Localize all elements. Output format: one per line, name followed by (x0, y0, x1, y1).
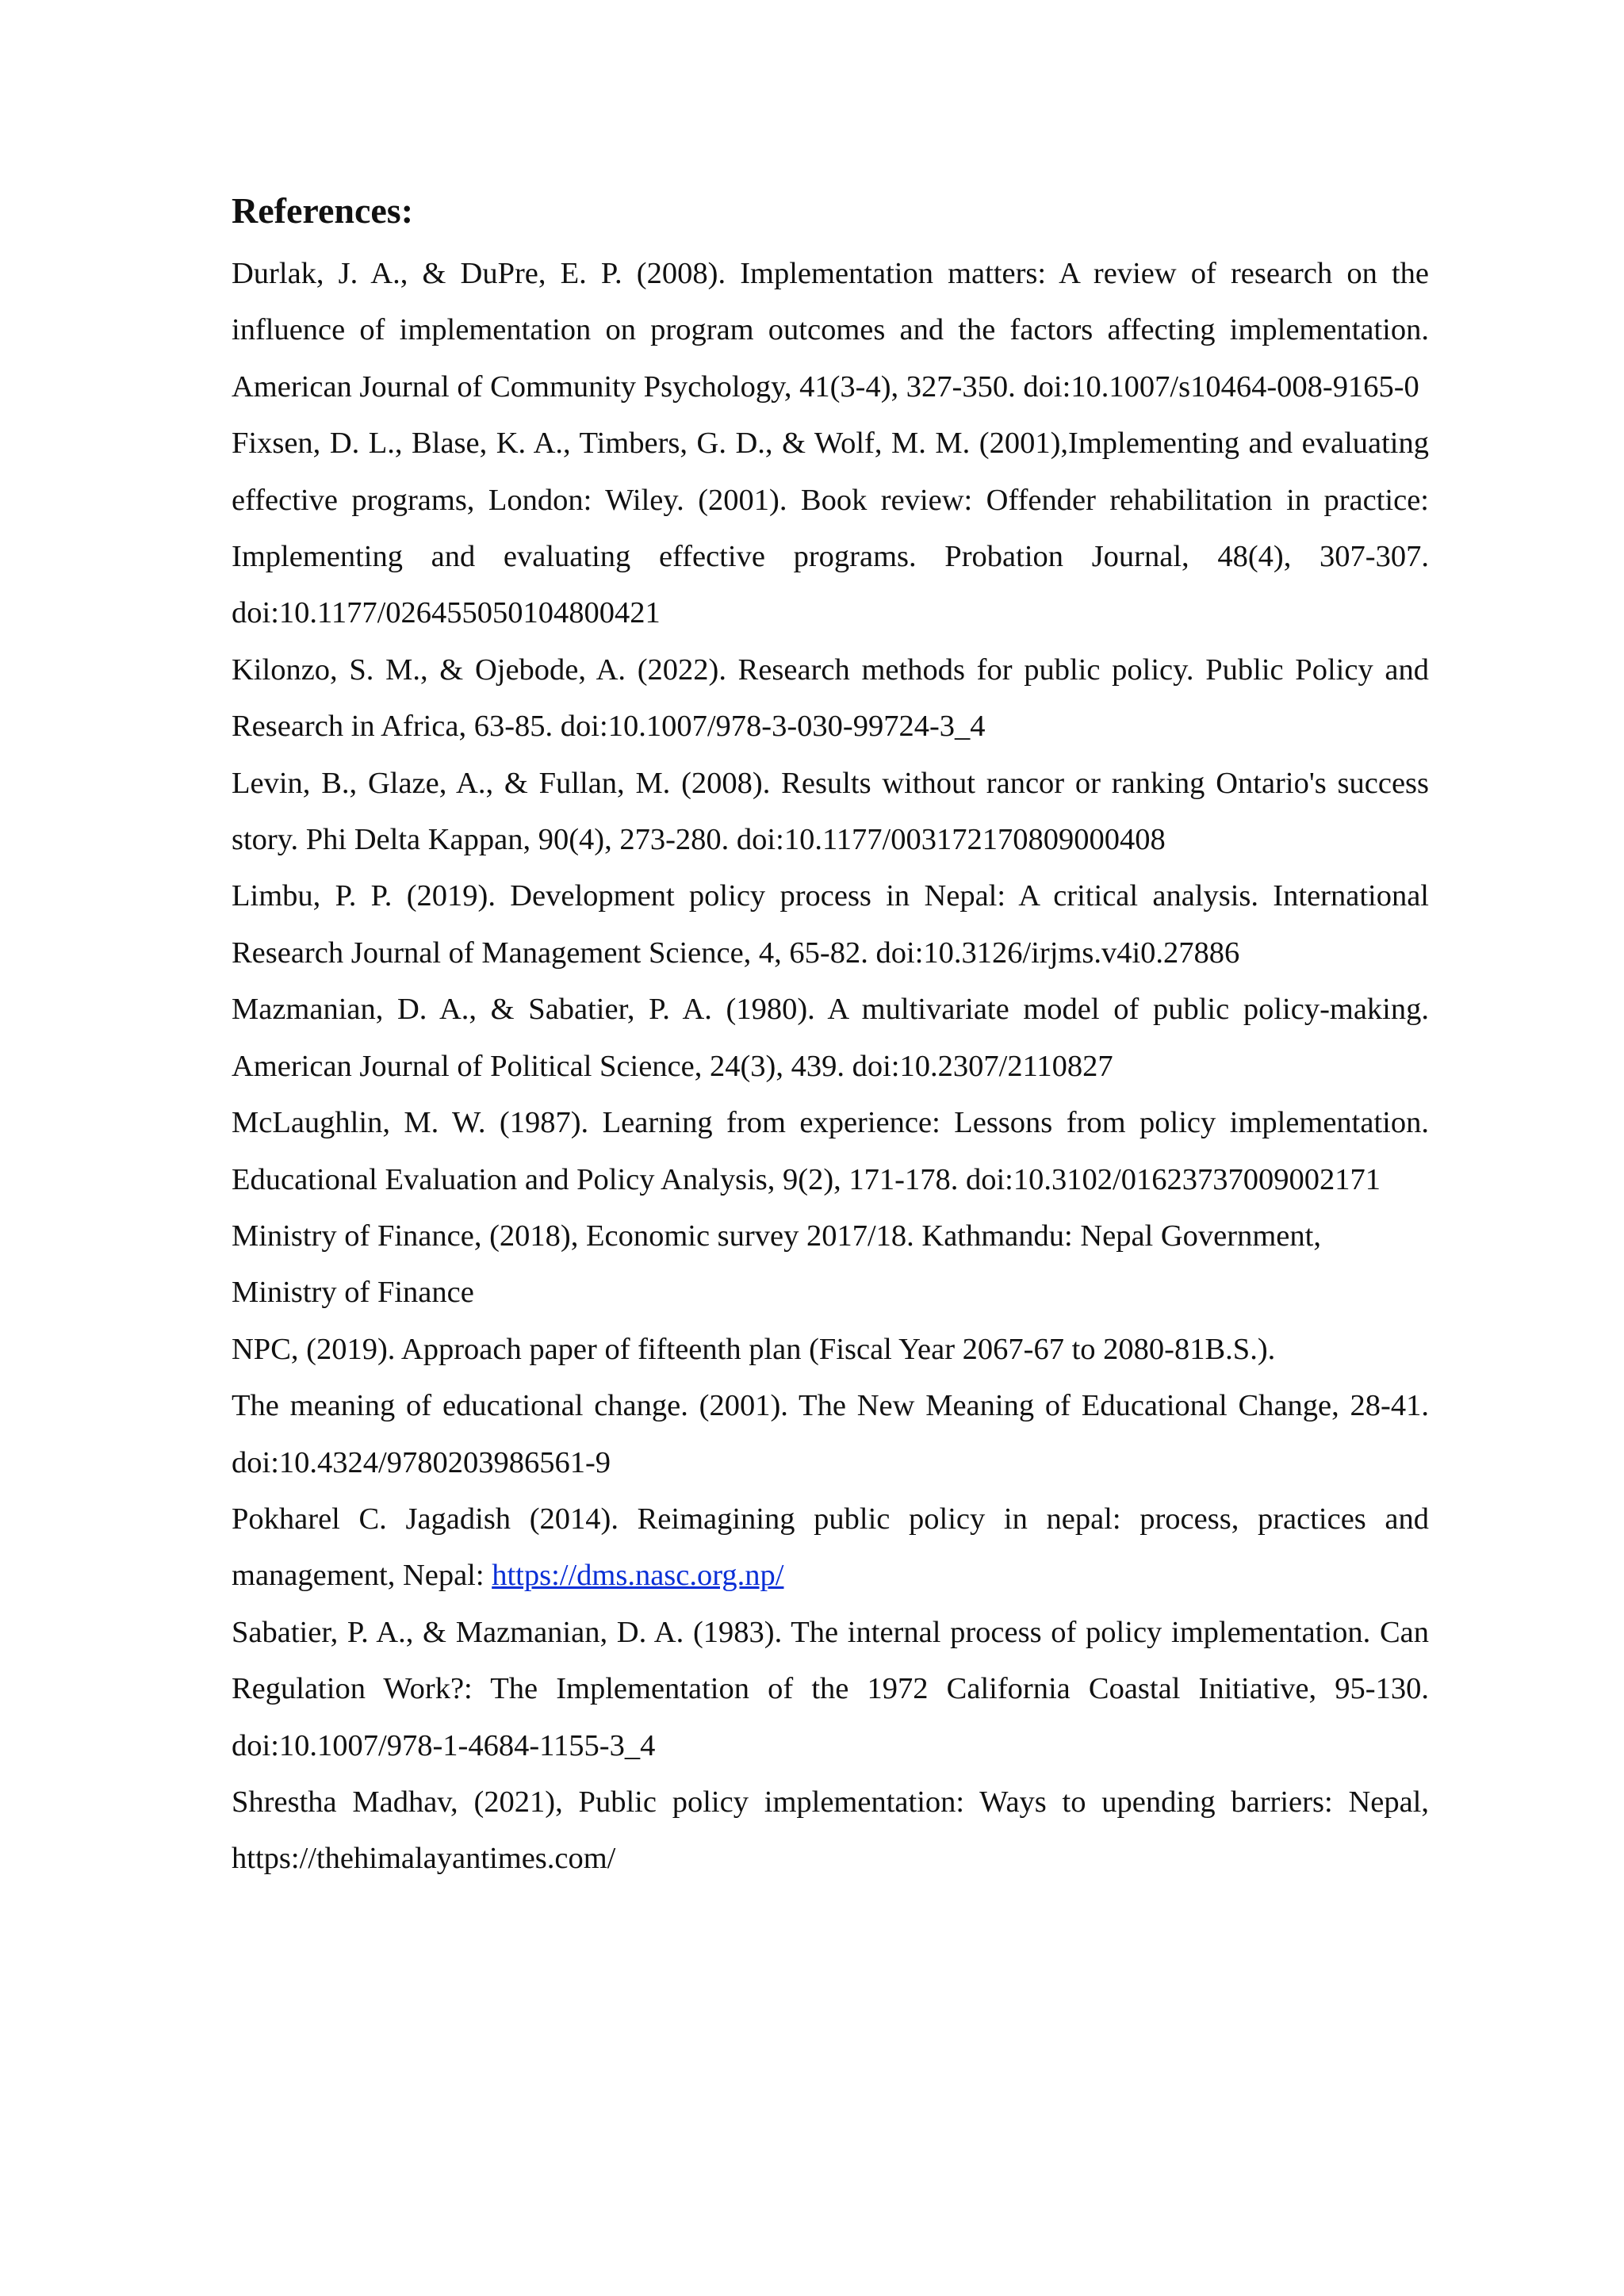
reference-text: Levin, B., Glaze, A., & Fullan, M. (2008). Results without rancor or ranking Ontario's success story. Phi Delta Kappan, 90(4), 273-280. doi:10.1177/003172170809000408 (232, 766, 1429, 857)
reference-text: Durlak, J. A., & DuPre, E. P. (2008). Implementation matters: A review of research on the influence of implementation on program outcomes and the factors affecting implementation. American Journal of Community Psychology, 41(3-4), 327-350. doi:10.1007/s10464-008-9165-0 (232, 257, 1429, 404)
reference-text: The meaning of educational change. (2001). The New Meaning of Educational Change, 28-41. doi:10.4324/9780203986561-9 (232, 1389, 1429, 1479)
reference-entry (232, 246, 1429, 415)
reference-text: Mazmanian, D. A., & Sabatier, P. A. (1980). A multivariate model of public policy-making. American Journal of Political Science, 24(3), 439. doi:10.2307/2110827 (232, 993, 1429, 1083)
reference-entry (232, 415, 1429, 642)
reference-entry (232, 1491, 1429, 1605)
reference-text: Fixsen, D. L., Blase, K. A., Timbers, G. D., & Wolf, M. M. (2001),Implementing and evaluating effective programs, London: Wiley. (2001). Book review: Offender rehabilitation in practice: Implementing and evaluating effective programs. Probation Journal, 48(4), 307-307. doi:10.1177/026455050104800421 (232, 427, 1429, 630)
reference-text: Sabatier, P. A., & Mazmanian, D. A. (1983). The internal process of policy implementation. Can Regulation Work?: The Implementation of the 1972 California Coastal Initiative, 95-130. doi:10.1007/978-1-4684-1155-3_4 (232, 1615, 1429, 1762)
reference-entry (232, 1095, 1429, 1208)
reference-entry (232, 982, 1429, 1095)
reference-text: Shrestha Madhav, (2021), Public policy implementation: Ways to upending barriers: Nepal, https://thehimalayantimes.com/ (232, 1785, 1429, 1876)
reference-entry (232, 756, 1429, 869)
reference-text: Pokharel C. Jagadish (2014). Reimagining public policy in nepal: process, practices and management, Nepal: (232, 1502, 1429, 1593)
reference-text: NPC, (2019). Approach paper of fifteenth plan (Fiscal Year 2067-67 to 2080-81B.S.). (232, 1332, 1276, 1366)
reference-link[interactable]: https://dms.nasc.org.np/ (492, 1559, 784, 1593)
references-section (232, 187, 1429, 1888)
reference-entry (232, 642, 1429, 756)
reference-entry (232, 1774, 1429, 1888)
reference-entry (232, 1605, 1429, 1774)
reference-text: Ministry of Finance, (2018), Economic survey 2017/18. Kathmandu: Nepal Government, Ministry of Finance (232, 1219, 1321, 1310)
reference-text: Kilonzo, S. M., & Ojebode, A. (2022). Research methods for public policy. Public Policy and Research in Africa, 63-85. doi:10.1007/978-3-030-99724-3_4 (232, 652, 1429, 744)
reference-entry (232, 1322, 1429, 1378)
reference-text: Limbu, P. P. (2019). Development policy process in Nepal: A critical analysis. International Research Journal of Management Science, 4, 65-82. doi:10.3126/irjms.v4i0.27886 (232, 879, 1429, 970)
references-heading: References: (232, 190, 414, 231)
reference-entry (232, 1208, 1429, 1322)
reference-entry (232, 868, 1429, 982)
reference-text: McLaughlin, M. W. (1987). Learning from experience: Lessons from policy implementation. Educational Evaluation and Policy Analysis, 9(2), 171-178. doi:10.3102/01623737009002171 (232, 1106, 1429, 1196)
reference-entry (232, 1378, 1429, 1491)
